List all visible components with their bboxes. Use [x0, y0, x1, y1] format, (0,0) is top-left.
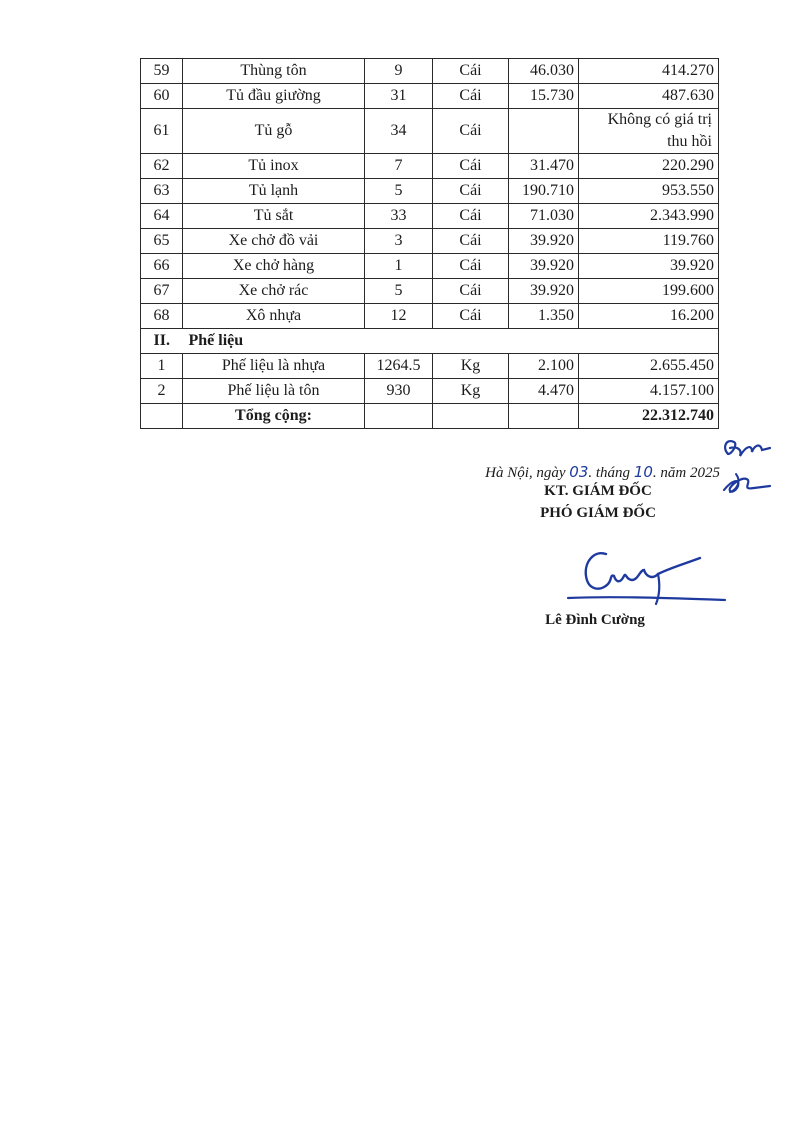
row-amount: 199.600 [579, 279, 719, 304]
year-text: . năm 2025 [652, 465, 720, 481]
table-row [141, 179, 719, 204]
row-unit: Cái [433, 154, 509, 179]
row-unit: Kg [433, 379, 509, 404]
row-qty: 5 [365, 279, 433, 304]
place-date-line [430, 463, 720, 482]
row-qty: 7 [365, 154, 433, 179]
row-amount: 16.200 [579, 304, 719, 329]
row-qty: 12 [365, 304, 433, 329]
row-unit: Cái [433, 254, 509, 279]
row-name: Tủ inox [183, 154, 365, 179]
row-stt: 67 [141, 279, 183, 304]
row-name: Xô nhựa [183, 304, 365, 329]
row-amount: 2.343.990 [579, 204, 719, 229]
table-row [141, 254, 719, 279]
row-stt: 59 [141, 59, 183, 84]
row-unit: Cái [433, 304, 509, 329]
section-title: Phế liệu [183, 329, 719, 354]
table-row [141, 84, 719, 109]
row-name: Phế liệu là nhựa [183, 354, 365, 379]
row-qty: 33 [365, 204, 433, 229]
place-prefix: Hà Nội, ngày [485, 465, 570, 481]
row-unit: Cái [433, 109, 509, 154]
row-qty: 34 [365, 109, 433, 154]
row-unit: Cái [433, 279, 509, 304]
row-unit: Cái [433, 59, 509, 84]
month-prefix: . tháng [588, 465, 634, 481]
row-price: 31.470 [509, 154, 579, 179]
row-qty: 1 [365, 254, 433, 279]
row-stt: 1 [141, 354, 183, 379]
row-price: 2.100 [509, 354, 579, 379]
row-stt: 64 [141, 204, 183, 229]
signature-icon [560, 540, 735, 615]
row-amount: 119.760 [579, 229, 719, 254]
row-price: 46.030 [509, 59, 579, 84]
signer-title-line2: PHÓ GIÁM ĐỐC [540, 505, 656, 521]
table-row [141, 379, 719, 404]
row-price: 1.350 [509, 304, 579, 329]
row-stt: 65 [141, 229, 183, 254]
row-qty: 1264.5 [365, 354, 433, 379]
row-price: 71.030 [509, 204, 579, 229]
row-stt: 61 [141, 109, 183, 154]
row-price: 39.920 [509, 254, 579, 279]
row-qty: 9 [365, 59, 433, 84]
day-handwritten: 03 [569, 463, 589, 481]
row-price: 15.730 [509, 84, 579, 109]
row-stt: 63 [141, 179, 183, 204]
row-name: Phế liệu là tôn [183, 379, 365, 404]
asset-table [140, 58, 719, 429]
row-stt: 68 [141, 304, 183, 329]
row-name: Thùng tôn [183, 59, 365, 84]
section-header-row [141, 329, 719, 354]
row-name: Tủ gỗ [183, 109, 365, 154]
row-qty: 31 [365, 84, 433, 109]
row-price: 39.920 [509, 279, 579, 304]
row-amount: 220.290 [579, 154, 719, 179]
row-amount: Không có giá trị thu hồi [579, 109, 719, 154]
row-stt: 2 [141, 379, 183, 404]
row-amount: 953.550 [579, 179, 719, 204]
row-stt: 62 [141, 154, 183, 179]
total-blank [365, 404, 433, 429]
total-blank [141, 404, 183, 429]
row-unit: Cái [433, 84, 509, 109]
table-row [141, 279, 719, 304]
row-amount: 39.920 [579, 254, 719, 279]
row-qty: 5 [365, 179, 433, 204]
row-stt: 66 [141, 254, 183, 279]
signer-name: Lê Đình Cường [545, 612, 645, 628]
total-blank [509, 404, 579, 429]
total-row [141, 404, 719, 429]
row-name: Xe chở hàng [183, 254, 365, 279]
row-qty: 930 [365, 379, 433, 404]
table-row [141, 109, 719, 154]
row-name: Xe chở rác [183, 279, 365, 304]
row-price: 190.710 [509, 179, 579, 204]
row-unit: Kg [433, 354, 509, 379]
row-unit: Cái [433, 204, 509, 229]
total-blank [433, 404, 509, 429]
row-amount: 414.270 [579, 59, 719, 84]
row-price [509, 109, 579, 154]
row-name: Tủ sắt [183, 204, 365, 229]
table-row [141, 354, 719, 379]
row-name: Tủ lạnh [183, 179, 365, 204]
row-name: Xe chở đồ vải [183, 229, 365, 254]
row-qty: 3 [365, 229, 433, 254]
row-unit: Cái [433, 179, 509, 204]
table-row [141, 59, 719, 84]
row-name: Tủ đầu giường [183, 84, 365, 109]
row-price: 39.920 [509, 229, 579, 254]
signer-title-line1: KT. GIÁM ĐỐC [544, 483, 652, 499]
row-unit: Cái [433, 229, 509, 254]
row-amount: 2.655.450 [579, 354, 719, 379]
table-row [141, 229, 719, 254]
table-row [141, 154, 719, 179]
row-price: 4.470 [509, 379, 579, 404]
section-number: II. [141, 329, 183, 354]
table-row [141, 204, 719, 229]
month-handwritten: 10 [633, 463, 653, 481]
row-amount: 4.157.100 [579, 379, 719, 404]
total-amount: 22.312.740 [579, 404, 719, 429]
row-amount: 487.630 [579, 84, 719, 109]
table-row [141, 304, 719, 329]
total-label: Tổng cộng: [183, 404, 365, 429]
row-stt: 60 [141, 84, 183, 109]
